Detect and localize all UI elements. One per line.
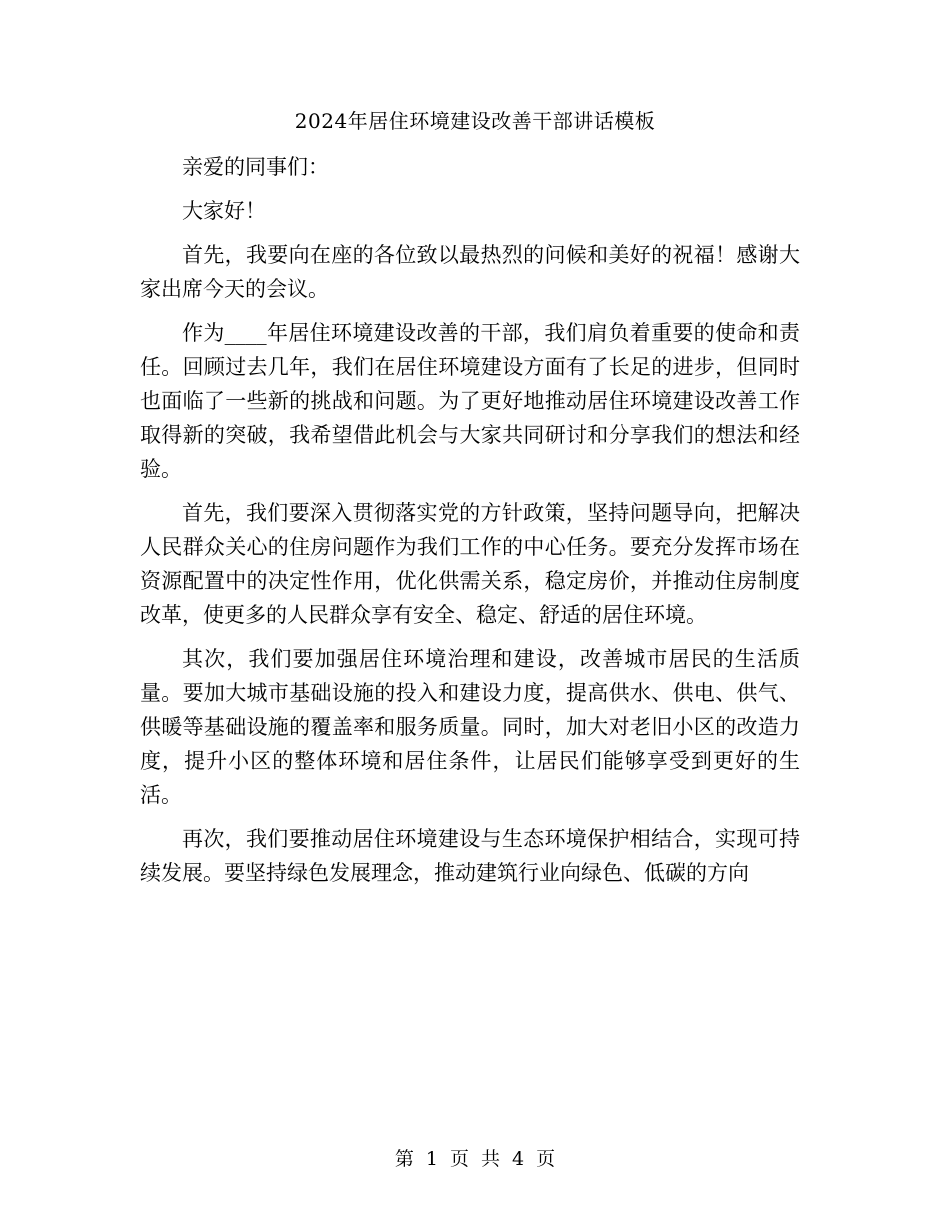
paragraph: 再次，我们要推动居住环境建设与生态环境保护相结合，实现可持续发展。要坚持绿色发展理念，推动建筑行业向绿色、低碳的方向: [140, 827, 800, 885]
page-number-footer: 第 1 页 共 4 页: [394, 1148, 556, 1170]
paragraph: 首先，我要向在座的各位致以最热烈的问候和美好的祝福！感谢大家出席今天的会议。: [140, 243, 800, 301]
paragraph: 其次，我们要加强居住环境治理和建设，改善城市居民的生活质量。要加大城市基础设施的投入和建设力度，提高供水、供电、供气、供暖等基础设施的覆盖率和服务质量。同时，加大对老旧小区的改造力度，提升小区的整体环境和居住条件，让居民们能够享受到更好的生活。: [140, 647, 800, 807]
document-body: [140, 150, 800, 900]
paragraph: 作为____年居住环境建设改善的干部，我们肩负着重要的使命和责任。回顾过去几年，我们在居住环境建设方面有了长足的进步，但同时也面临了一些新的挑战和问题。为了更好地推动居住环境建设改善工作取得新的突破，我希望借此机会与大家共同研讨和分享我们的想法和经验。: [140, 321, 800, 481]
paragraph: 首先，我们要深入贯彻落实党的方针政策，坚持问题导向，把解决人民群众关心的住房问题作为我们工作的中心任务。要充分发挥市场在资源配置中的决定性作用，优化供需关系，稳定房价，并推动住房制度改革，使更多的人民群众享有安全、稳定、舒适的居住环境。: [140, 501, 800, 627]
document-title: 2024年居住环境建设改善干部讲话模板: [294, 109, 656, 133]
paragraph-salutation: 亲爱的同事们：: [182, 155, 329, 179]
paragraph-greeting: 大家好！: [182, 199, 266, 223]
